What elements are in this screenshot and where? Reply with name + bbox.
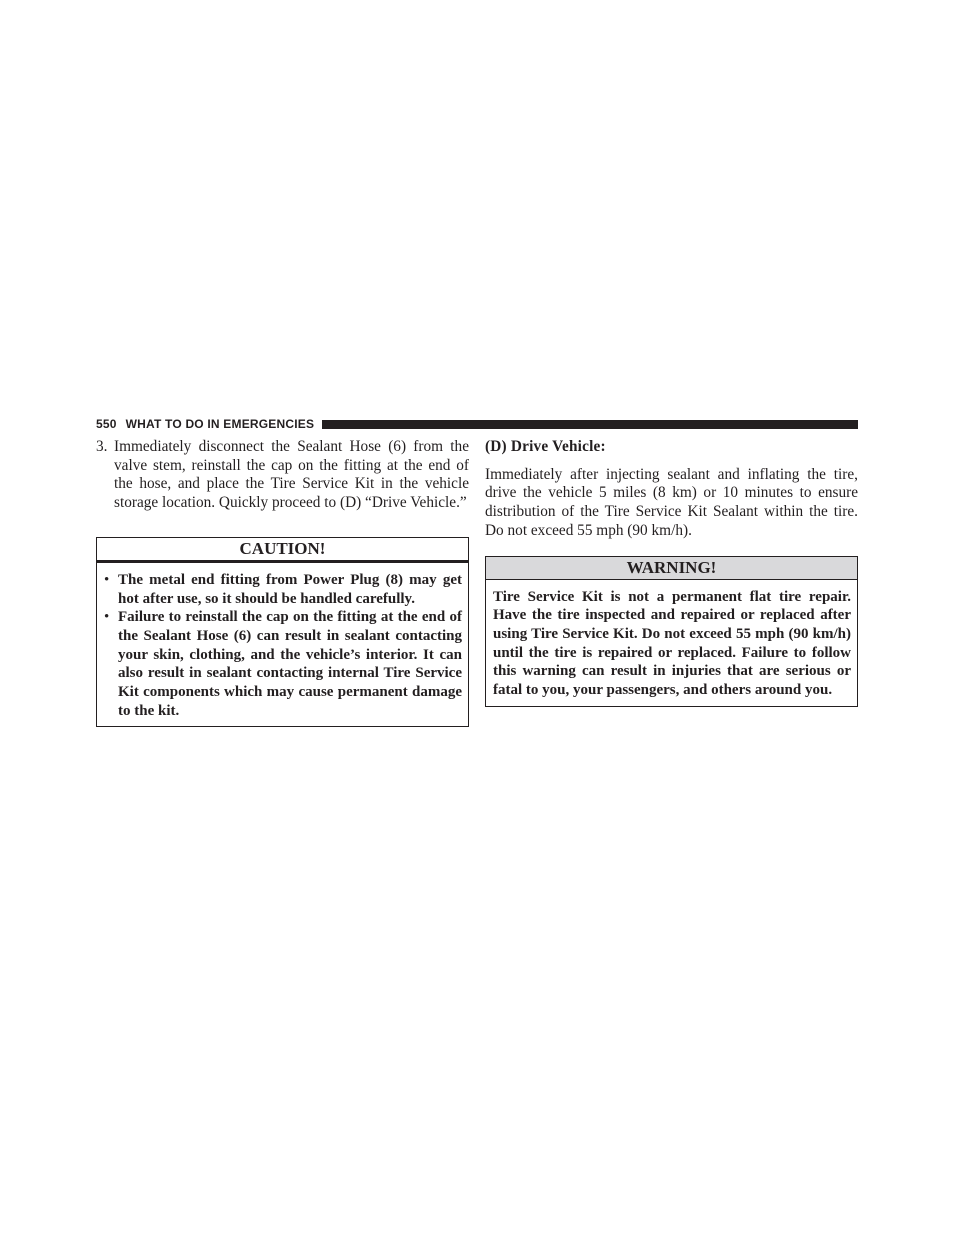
- step-3: [96, 438, 469, 513]
- warning-body: [486, 580, 857, 706]
- page-header: [96, 417, 858, 431]
- caution-box: [96, 537, 469, 728]
- section-heading: (D) Drive Vehicle:: [485, 438, 606, 455]
- caution-list: [104, 571, 462, 721]
- list-item: [104, 608, 462, 720]
- header-rule: [322, 420, 858, 429]
- caution-item-text: The metal end fitting from Power Plug (8) may get hot after use, so it should be handled carefully.: [118, 571, 462, 607]
- bullet-icon: •: [104, 609, 110, 626]
- left-column: [96, 438, 469, 727]
- warning-box: [485, 556, 858, 707]
- caution-body: [97, 563, 468, 727]
- step-number: 3.: [96, 438, 108, 455]
- caution-item-text: Failure to reinstall the cap on the fitting at the end of the Sealant Hose (6) can result in sealant contacting your skin, clothing, and the vehicle’s interior. It can also result in sealant contacting internal Tire Service Kit components which may cause permanent damage to the kit.: [118, 609, 462, 719]
- section-title: WHAT TO DO IN EMERGENCIES: [125, 417, 315, 431]
- step-text: Immediately disconnect the Sealant Hose (6) from the valve stem, reinstall the cap on the fitting at the end of the hose, and place the Tire Service Kit in the vehicle storage location. Quickly proceed to (D) “Drive Vehicle.”: [114, 438, 469, 512]
- page-number: 550: [96, 417, 117, 431]
- warning-text: Tire Service Kit is not a permanent flat tire repair. Have the tire inspected and repaired or replaced after using Tire Service Kit. Do not exceed 55 mph (90 km/h) until the tire is repaired or replaced. Failure to follow this warning can result in injuries that are serious or fatal to you, your passengers, and others around you.: [493, 588, 851, 699]
- warning-title: WARNING!: [486, 557, 857, 580]
- bullet-icon: •: [104, 571, 110, 588]
- list-item: [104, 571, 462, 608]
- right-column: [485, 438, 858, 707]
- body-paragraph: Immediately after injecting sealant and inflating the tire, drive the vehicle 5 miles (8 km) or 10 minutes to ensure distribution of the Tire Service Kit Sealant within the tire. Do not exceed 55 mph (90 km/h).: [485, 465, 858, 539]
- caution-title: CAUTION!: [97, 538, 468, 563]
